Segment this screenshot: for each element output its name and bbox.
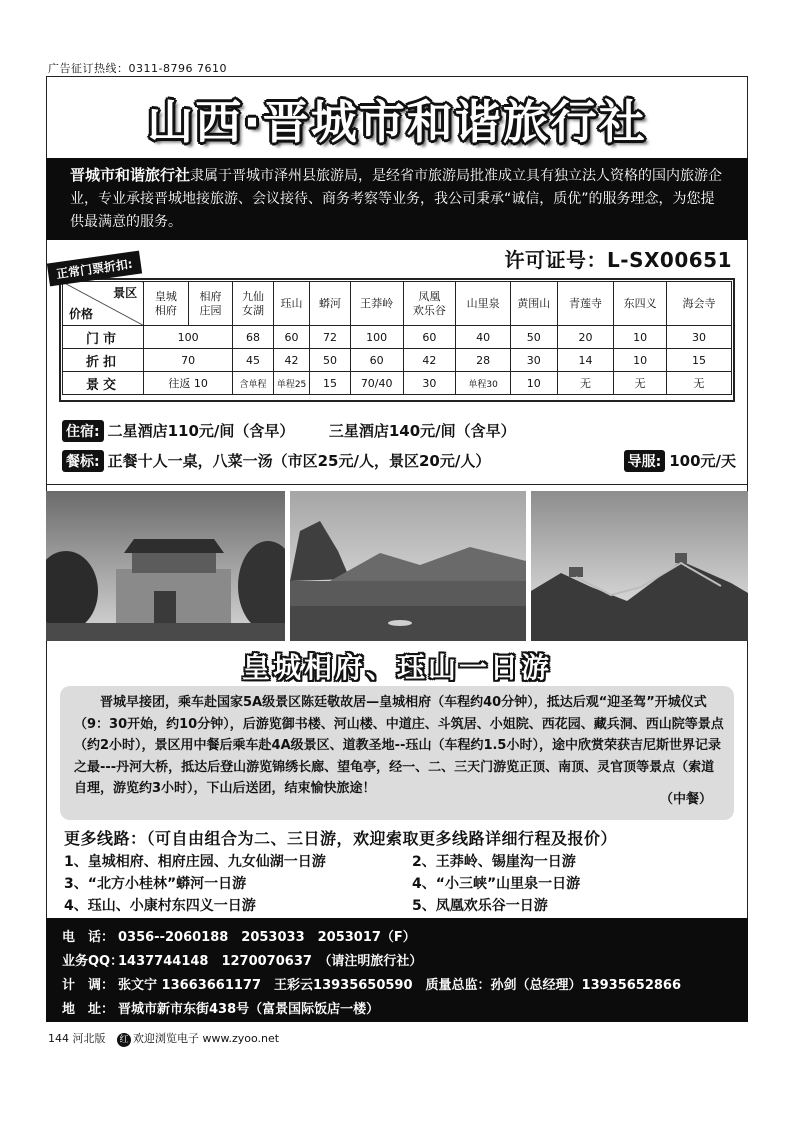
phone-value: 0356--2060188 2053033 2053017（F） [118,930,416,945]
phone-row [62,926,416,945]
route-item: 1、皇城相府、相府庄园、九女仙湖一日游 [64,854,326,870]
table-cell: 60 [403,326,456,349]
column-header: 凤凰 欢乐谷 [403,282,456,326]
table-corner [63,282,144,326]
column-header: 王莽岭 [350,282,403,326]
meal-info [62,450,736,472]
table-cell: 14 [557,349,614,372]
tour-title: 皇城相府、珏山一日游 [241,651,552,684]
table-cell: 单程25 [273,372,309,395]
tour-itinerary [60,686,734,820]
guide-price: 100元/天 [669,452,736,470]
table-cell: 42 [403,349,456,372]
address-row [62,998,379,1017]
table-header-row [63,282,732,326]
row-label: 门市 [63,326,144,349]
table-cell: 15 [310,372,351,395]
route-item: 4、珏山、小康村东四义一日游 [64,898,256,914]
hotel-tag: 住宿: [62,420,104,442]
table-cell: 50 [510,326,557,349]
route-item: 3、“北方小桂林”蟒河一日游 [64,876,247,892]
gate-tower-photo [46,491,285,641]
table-cell: 10 [510,372,557,395]
row-label: 景交 [63,372,144,395]
table-cell: 42 [273,349,309,372]
agency-intro [46,158,748,240]
agency-name: 晋城市和谐旅行社 [70,166,191,184]
table-cell: 单程30 [456,372,511,395]
table-cell: 60 [350,349,403,372]
route-item: 4、“小三峡”山里泉一日游 [412,876,581,892]
table-cell: 含单程 [233,372,274,395]
table-row-gate [63,326,732,349]
row-label: 折扣 [63,349,144,372]
corner-price-label: 价格 [69,307,94,321]
brand-badge-icon: 红 [117,1033,131,1047]
table-cell: 10 [614,326,667,349]
license-number: 许可证号：L-SX00651 [504,248,732,272]
column-header: 山里泉 [456,282,511,326]
column-header: 蟒河 [310,282,351,326]
column-header: 东四义 [614,282,667,326]
planner-row [62,974,681,993]
table-cell: 50 [310,349,351,372]
meal-description: 正餐十人一桌，八菜一汤（市区25元/人，景区20元/人） [107,452,491,470]
page-footer [48,1030,279,1047]
planner-value: 张文宁 13663661177 王彩云13935650590 质量总监：孙剑（总经理）13935652866 [118,978,682,993]
table-cell: 无 [614,372,667,395]
guide-info [624,450,736,472]
contact-block [46,918,748,1022]
table-cell: 30 [510,349,557,372]
page-number: 144 [48,1032,69,1045]
hotel-info [62,420,516,442]
table-row-transport [63,372,732,395]
two-star-hotel: 二星酒店110元/间（含早） [107,422,295,440]
great-wall-mountain-photo [531,491,748,641]
route-item: 2、王莽岭、锡崖沟一日游 [412,854,576,870]
footer-website[interactable]: www.zyoo.net [202,1032,280,1045]
address-value: 晋城市新市东街438号（富景国际饭店一楼） [118,1002,380,1017]
table-cell: 72 [310,326,351,349]
ticket-price-table [62,281,732,395]
lake-cliffs-photo [290,491,526,641]
column-header: 相府 庄园 [188,282,233,326]
itinerary-text: 晋城早接团，乘车赴国家5A级景区陈廷敬故居—皇城相府（车程约40分钟），抵达后观“迎圣驾”开城仪式（9：30开始，约10分钟），后游览御书楼、河山楼、中道庄、斗筑居、小姐院、西花园、藏兵洞、西山院等景点（约2小时），景区用中餐后乘车赴4A级景区、道教圣地--珏山（车程约1.5小时），途中欣赏荣获吉尼斯世界记录之最---丹河大桥，抵达后登山游览锦绣长廊、望龟亭，经一、二、三天门游览正顶、南顶、灵官顶等景点（索道自理，游览约3小时），下山后送团，结束愉快旅途！ [74,695,724,796]
column-header: 青莲寺 [557,282,614,326]
table-cell: 15 [667,349,732,372]
qq-row [62,950,422,969]
table-cell: 100 [350,326,403,349]
table-cell: 20 [557,326,614,349]
table-cell: 60 [273,326,309,349]
column-header: 九仙 女湖 [233,282,274,326]
table-cell: 往返 10 [144,372,233,395]
table-cell: 100 [144,326,233,349]
edition-label: 河北版 [72,1032,106,1045]
corner-scenic-label: 景区 [113,286,138,300]
column-header: 皇城 相府 [144,282,189,326]
section-divider [46,484,748,485]
table-cell: 40 [456,326,511,349]
table-cell: 无 [667,372,732,395]
more-routes-heading: 更多线路：（可自由组合为二、三日游，欢迎索取更多线路详细行程及报价） [64,829,618,848]
phone-label: 电 话： [62,930,115,945]
table-cell: 无 [557,372,614,395]
table-cell: 30 [667,326,732,349]
table-cell: 45 [233,349,274,372]
table-cell: 70 [144,349,233,372]
column-header: 黄围山 [510,282,557,326]
table-cell: 30 [403,372,456,395]
route-item: 5、凤凰欢乐谷一日游 [412,898,548,914]
itinerary-meal-note: （中餐） [659,791,712,807]
ticket-discount-ribbon: 正常门票折扣: [47,251,142,287]
qq-label: 业务QQ： [62,954,124,969]
three-star-hotel: 三星酒店140元/间（含早） [328,422,516,440]
planner-label: 计 调： [62,978,115,993]
column-header: 海会寺 [667,282,732,326]
qq-value: 1437744148 1270070637 （请注明旅行社） [118,954,423,969]
table-cell: 28 [456,349,511,372]
footer-slogan: 欢迎浏览电子 [133,1032,199,1045]
table-cell: 68 [233,326,274,349]
ad-hotline: 广告征订热线：0311-8796 7610 [48,62,227,75]
meal-tag: 餐标: [62,450,104,472]
address-label: 地 址： [62,1002,115,1017]
table-cell: 10 [614,349,667,372]
guide-tag: 导服: [624,450,666,472]
table-row-discount [63,349,732,372]
column-header: 珏山 [273,282,309,326]
agency-description: 隶属于晋城市泽州县旅游局，是经省市旅游局批准成立具有独立法人资格的国内旅游企业，专业承接晋城地接旅游、会议接待、商务考察等业务，我公司秉承“诚信，质优”的服务理念，为您提供最满意的服务。 [70,168,723,230]
table-cell: 70/40 [350,372,403,395]
main-title: 山西·晋城市和谐旅行社 [147,95,647,149]
